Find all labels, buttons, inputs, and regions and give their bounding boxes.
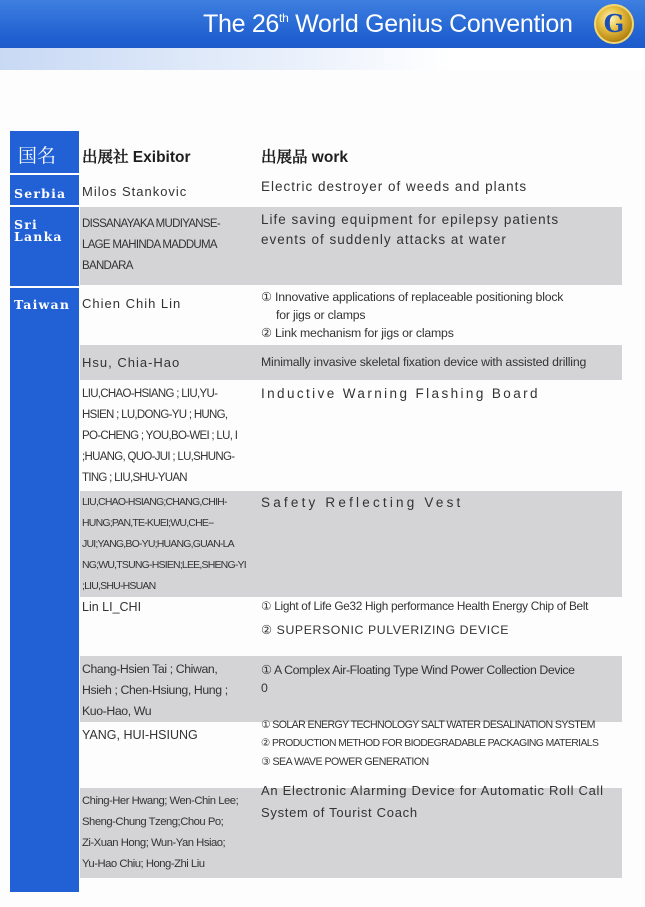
exhibitor-name: Hsu, Chia-Hao xyxy=(82,355,181,370)
country-serbia: Serbia xyxy=(14,186,67,201)
exhibitor-name: LIU,CHAO-HSIANG ; LIU,YU- HSIEN ; LU,DONG-YU ; HUNG, PO-CHENG ; YOU,BO-WEI ; LU, I ;HUANG, QUO-JUI ; LU,SHUNG- TING ; LIU,SHU-YUAN xyxy=(82,388,238,484)
work-column-header: 出展品 work xyxy=(261,149,348,166)
divider xyxy=(10,286,79,288)
exhibitor-name: Milos Stankovic xyxy=(82,184,188,199)
work-title: ① Light of Life Ge32 High performance Health Energy Chip of Belt ② SUPERSONIC PULVERIZING DEVICE xyxy=(261,599,589,637)
exhibitor-name: Chang-Hsien Tai ; Chiwan, Hsieh ; Chen-Hsiung, Hung ; Kuo-Hao, Wu xyxy=(82,662,228,718)
country-taiwan: Taiwan xyxy=(14,297,71,312)
work-title: Life saving equipment for epilepsy patients events of suddenly attacks at water xyxy=(261,212,560,247)
exhibitor-name: Chien Chih Lin xyxy=(82,296,182,311)
convention-logo: G xyxy=(594,4,634,44)
divider xyxy=(10,205,79,207)
work-title: ① A Complex Air-Floating Type Wind Power Collection Device 0 xyxy=(261,663,575,695)
work-title: ① Innovative applications of replaceable positioning block for jigs or clamps ② Link mechanism for jigs or clamps xyxy=(261,290,564,340)
work-title: Electric destroyer of weeds and plants xyxy=(261,179,528,194)
page-title: The 26th World Genius Convention xyxy=(203,10,573,38)
country-sri-lanka-line1: Sri xyxy=(14,217,38,232)
country-column xyxy=(10,131,79,892)
exhibitor-name: Lin LI_CHI xyxy=(82,600,142,614)
work-title: ① SOLAR ENERGY TECHNOLOGY SALT WATER DESALINATION SYSTEM ② PRODUCTION METHOD FOR BIODEGRADABLE PACKAGING MATERIALS ③ SEA WAVE POWER GENERATION xyxy=(261,719,599,768)
exhibitor-column-header: 出展社 Exibitor xyxy=(82,149,191,166)
exhibitor-name: YANG, HUI-HSIUNG xyxy=(82,728,198,742)
country-column-header: 国名 xyxy=(18,145,57,167)
exhibitor-name: LIU,CHAO-HSIANG;CHANG,CHIH- HUNG;PAN,TE-KUEI;WU,CHE-- JUI;YANG,BO-YU;HUANG,GUAN-LA NG;WU,TSUNG-HSIEN;LEE,SHENG-YI ;LIU,SHU-HSUAN xyxy=(82,496,246,592)
exhibitor-name: DISSANAYAKA MUDIYANSE- LAGE MAHINDA MADDUMA BANDARA xyxy=(82,218,220,272)
exhibitor-name: Ching-Her Hwang; Wen-Chin Lee; Sheng-Chung Tzeng;Chou Po; Zi-Xuan Hong; Wun-Yan Hsiao; Yu-Hao Chiu; Hong-Zhi Liu xyxy=(82,795,239,870)
work-title: Safety Reflecting Vest xyxy=(261,495,464,510)
work-title: An Electronic Alarming Device for Automatic Roll Call System of Tourist Coach xyxy=(261,783,604,820)
divider xyxy=(10,173,79,175)
header-stripe xyxy=(0,48,645,70)
work-title: Minimally invasive skeletal fixation device with assisted drilling xyxy=(261,355,587,369)
work-title: Inductive Warning Flashing Board xyxy=(261,386,540,401)
country-sri-lanka-line2: Lanka xyxy=(14,229,63,244)
